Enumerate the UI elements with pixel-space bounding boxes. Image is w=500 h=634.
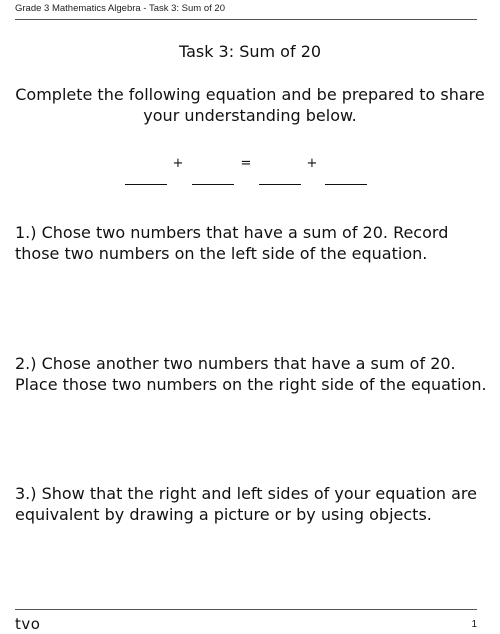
equation-blank-3 [259,184,301,185]
footer-divider [15,609,477,610]
page-header [15,0,477,20]
question-2: 2.) Chose another two numbers that have a sum of 20. Place those two numbers on the right side of the equation. [15,354,487,394]
instruction-text: Complete the following equation and be prepared to share your understanding below. [15,85,485,125]
question-1: 1.) Chose two numbers that have a sum of 20. Record those two numbers on the left side of the equation. [15,223,449,263]
page-number: 1 [471,619,477,630]
page-title: Task 3: Sum of 20 [178,42,322,61]
plus-sign-1: + [172,156,184,171]
header-text: Grade 3 Mathematics Algebra - Task 3: Sum of 20 [15,3,225,14]
question-3: 3.) Show that the right and left sides of your equation are equivalent by drawing a picture or by using objects. [15,484,477,524]
tvo-logo: tvo [15,615,41,633]
equation-blank-1 [125,184,167,185]
plus-sign-2: + [306,156,318,171]
equals-sign: = [240,156,252,171]
equation-blank-2 [192,184,234,185]
equation-blank-4 [325,184,367,185]
